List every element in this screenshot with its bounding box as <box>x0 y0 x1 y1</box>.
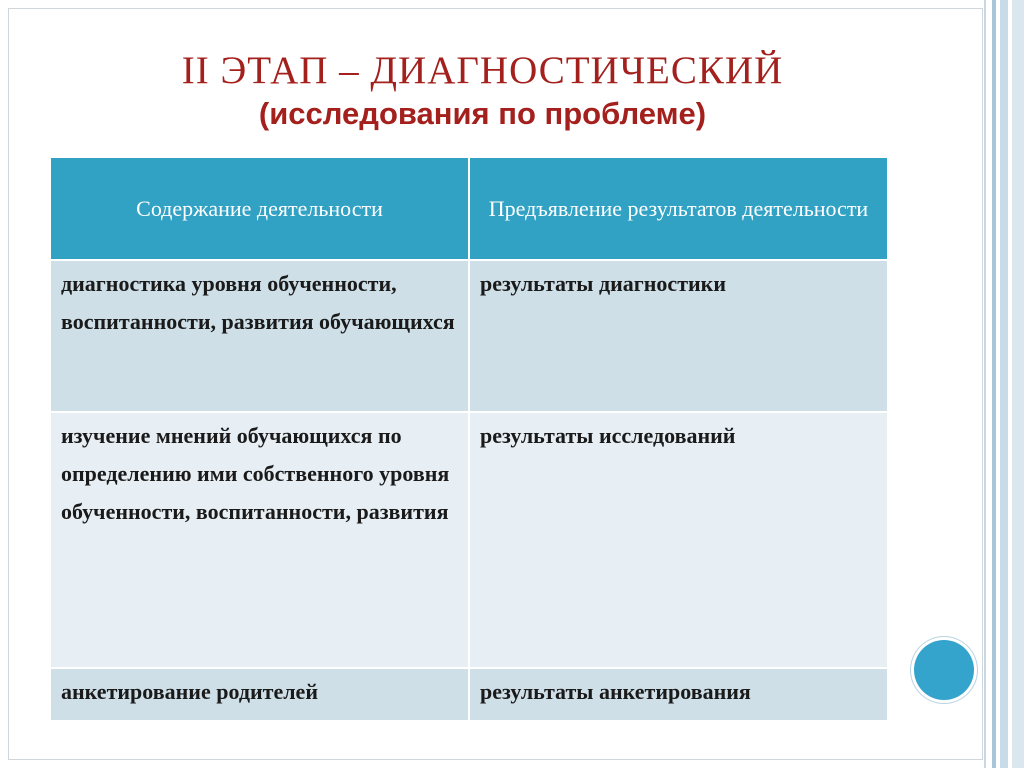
table-cell: результаты анкетирования <box>469 668 887 720</box>
table-cell: результаты диагностики <box>469 260 887 412</box>
table-row <box>51 412 887 668</box>
title-block <box>60 48 905 134</box>
table-cell: изучение мнений обучающихся по определению ими собственного уровня обученности, воспитанности, развития <box>51 412 469 668</box>
header-activity-content: Содержание деятельности <box>51 158 469 260</box>
side-decoration-stripes <box>984 0 1024 768</box>
activity-table <box>51 158 887 720</box>
table-cell: анкетирование родителей <box>51 668 469 720</box>
table-cell: диагностика уровня обученности, воспитанности, развития обучающихся <box>51 260 469 412</box>
slide-subtitle: (исследования по проблеме) <box>258 96 707 131</box>
header-results-presentation: Предъявление результатов деятельности <box>469 158 887 260</box>
table-row <box>51 260 887 412</box>
decorative-circle <box>914 640 974 700</box>
slide-title: II ЭТАП – ДИАГНОСТИЧЕСКИЙ <box>181 49 784 92</box>
table-header-row <box>51 158 887 260</box>
table-cell: результаты исследований <box>469 412 887 668</box>
table-row <box>51 668 887 720</box>
